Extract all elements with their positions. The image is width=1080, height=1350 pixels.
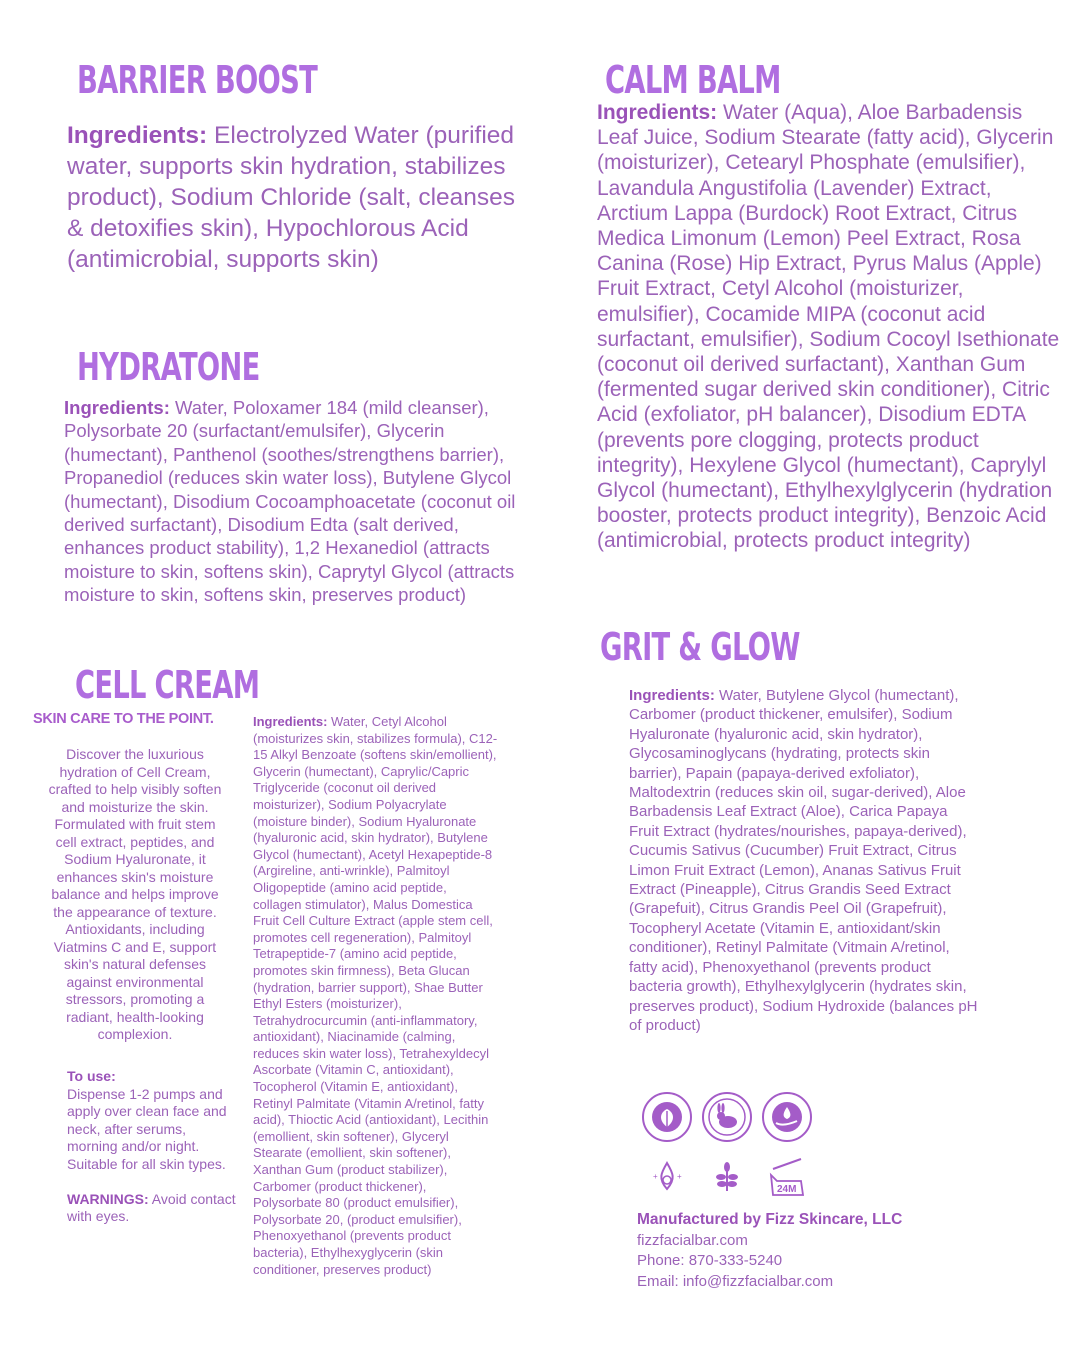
ingredients-label: Ingredients: xyxy=(597,101,718,124)
to-use-text: Dispense 1-2 pumps and apply over clean face and neck, after serums, morning and/or night. Suitable for all skin types. xyxy=(67,1085,227,1172)
ingredients-label: Ingredients: xyxy=(253,714,328,729)
grit-glow-ingredients xyxy=(629,686,979,1035)
cruelty-free-icon xyxy=(701,1091,753,1143)
barrier-boost-title: BARRIER BOOST xyxy=(77,58,318,102)
manufacturer-info xyxy=(637,1210,902,1292)
grit-glow-title: GRIT & GLOW xyxy=(600,625,800,669)
cruelty-free-badge xyxy=(700,1090,754,1144)
plant-based-badge xyxy=(640,1090,694,1144)
email[interactable]: Email: info@fizzfacialbar.com xyxy=(637,1272,834,1290)
warnings xyxy=(67,1191,237,1226)
svg-text:24M: 24M xyxy=(777,1184,797,1195)
ingredients-text: Water, Butylene Glycol (humectant), Carbomer (product thickener, emulsifer), Sodium Hyaluronate (hyaluronic acid, skin hydrator), Glycosaminoglycans (hydrating, protects skin barrier), Papain (papaya-derived exfoliator), Maltodextrin (reduces skin oil, sugar-derived), Aloe Barbadensis Leaf Extract (Aloe), Carica Papaya Fruit Extract (hydrates/nourishes, papaya-derived), Cucumis Sativus (Cucumber) Fruit Extract, Citrus Limon Fruit Extract (Lemon), Ananas Sativus Fruit Extract (Pineapple), Citrus Grandis Seed Extract (Grapefuit), Citrus Grandis Peel Oil (Grapefruit), Tocopheryl Acetate (Vitamin E, antioxidant/skin conditioner), Retinyl Palmitate (Vitmain A/retinol, fatty acid), Phenoxyethanol (prevents product bacteria growth), Ethylhexylglycerin (hydrates skin, preserves product), Sodium Hydroxide (balances pH of product) xyxy=(629,687,978,1034)
paraben-free-icon xyxy=(701,1151,753,1203)
ingredients-text: Water, Cetyl Alcohol (moisturizes skin, stabilizes formula), C12-15 Alkyl Benzoate (softens skin/emollient), Glycerin (humectant), Caprylic/Capric Triglyceride (coconut oil derived moisturizer), Sodium Polyacrylate (moisture binder), Sodium Hyaluronate (hyaluronic acid, skin hydrator), Butylene Glycol (humectant), Acetyl Hexapeptide-8 (Argireline, anti-wrinkle), Palmitoyl Oligopeptide (amino acid peptide, collagen stimulator), Malus Domestica Fruit Cell Culture Extract (apple stem cell, promotes cell regeneration), Palmitoyl Tetrapeptide-7 (amino acid peptide, promotes skin firmness), Beta Glucan (hydration, barrier support), Shae Butter Ethyl Esters (moisturizer), Tetrahydrocurcumin (anti-inflammatory, antioxidant), Niacinamide (calming, reduces skin water loss), Tetrahexyldecyl Ascorbate (Vitamin C, antioxidant), Tocopherol (Vitamin E, antioxidant), Retinyl Palmitate (Vitamin A/retinol, fatty acid), Thioctic Acid (antioxidant), Lecithin (emollient, skin softener), Glyceryl Stearate (emollient, skin softener), Xanthan Gum (product stabilizer), Carbomer (product thickener), Polysorbate 80 (product emulsifier), Polysorbate 20, (product emulsifier), Phenoxyethanol (prevents product bacteria), Ethylhexyglycerin (skin conditioner, preserves product) xyxy=(253,714,498,1277)
cell-cream-title: CELL CREAM xyxy=(75,663,260,707)
website-link[interactable]: fizzfacialbar.com xyxy=(637,1231,748,1249)
ingredients-text: Electrolyzed Water (purified water, supports skin hydration, stabilizes product), Sodium Chloride (salt, cleanses & detoxifies skin), Hypochlorous Acid (antimicrobial, supports skin) xyxy=(67,122,516,273)
warnings-text: Avoid contact with eyes. xyxy=(67,1190,236,1225)
dermatologically-tested-icon xyxy=(761,1091,813,1143)
certification-badges xyxy=(640,1090,820,1204)
calm-balm-title: CALM BALM xyxy=(605,58,781,102)
ingredients-label: Ingredients: xyxy=(67,122,208,149)
svg-text:+: + xyxy=(653,1172,658,1181)
sulfate-free-badge xyxy=(640,1150,694,1204)
warnings-label: WARNINGS: xyxy=(67,1190,149,1207)
period-after-opening-icon xyxy=(761,1151,813,1203)
ingredients-text: Water (Aqua), Aloe Barbadensis Leaf Juice, Sodium Stearate (fatty acid), Glycerin (moisturizer), Cetearyl Phosphate (emulsifier), Lavandula Angustifolia (Lavender) Extract, Arctium Lappa (Burdock) Root Extract, Citrus Medica Limonum (Lemon) Peel Extract, Rosa Canina (Rose) Hip Extract, Pyrus Malus (Apple) Fruit Extract, Cetyl Alcohol (moisturizer, emulsifier), Cocamide MIPA (coconut acid surfactant, emulsifier), Sodium Cocoyl Isethionate (coconut oil derived surfactant), Xanthan Gum (fermented sugar derived skin conditioner), Citric Acid (exfoliator, pH balancer), Disodium EDTA (prevents pore clogging, protects product integrity), Hexylene Glycol (humectant), Caprylyl Glycol (humectant), Ethylhexylglycerin (hydration booster, protects product integrity), Benzoic Acid (antimicrobial, protects product integrity) xyxy=(597,101,1060,553)
cell-cream-description: Discover the luxurious hydration of Cell Cream, crafted to help visibly soften and moisturize the skin. Formulated with fruit stem cell extract, peptides, and Sodium Hyaluronate, it enhances skin's moisture balance and helps improve the appearance of texture. Antioxidants, including Viatmins C and E, support skin's natural defenses against environmental stressors, promoting a radiant, health-looking complexion. xyxy=(48,746,222,1042)
phone: Phone: 870-333-5240 xyxy=(637,1252,783,1269)
hydratone-title: HYDRATONE xyxy=(77,345,260,389)
period-after-opening-badge xyxy=(760,1150,814,1204)
ingredients-label: Ingredients: xyxy=(629,687,715,704)
manufacturer-label: Manufactured by Fizz Skincare, LLC xyxy=(637,1211,903,1228)
plant-based-icon xyxy=(641,1091,693,1143)
barrier-boost-ingredients xyxy=(67,120,537,275)
sulfate-free-icon xyxy=(641,1151,693,1203)
to-use-label: To use: xyxy=(67,1068,116,1084)
dermatologically-tested-badge xyxy=(760,1090,814,1144)
paraben-free-badge xyxy=(700,1150,754,1204)
cell-cream-tagline: SKIN CARE TO THE POINT. xyxy=(33,711,214,727)
calm-balm-ingredients xyxy=(597,100,1067,554)
hydratone-ingredients xyxy=(64,396,524,607)
cell-cream-usage xyxy=(67,1068,237,1226)
ingredients-label: Ingredients: xyxy=(64,397,170,418)
ingredients-text: Water, Poloxamer 184 (mild cleanser), Polysorbate 20 (surfactant/emulsifer), Glycerin (humectant), Panthenol (soothes/strengthens barrier), Propanediol (reduces skin water loss), Butylene Glycol (humectant), Disodium Cocoamphoacetate (coconut oil derived surfactant), Disodium Edta (salt derived, enhances product stability), 1,2 Hexanediol (attracts moisture to skin, softens skin), Caprytyl Glycol (attracts moisture to skin, softens skin, preserves product) xyxy=(64,397,516,606)
cell-cream-ingredients xyxy=(253,714,498,1278)
svg-text:+: + xyxy=(677,1172,682,1181)
